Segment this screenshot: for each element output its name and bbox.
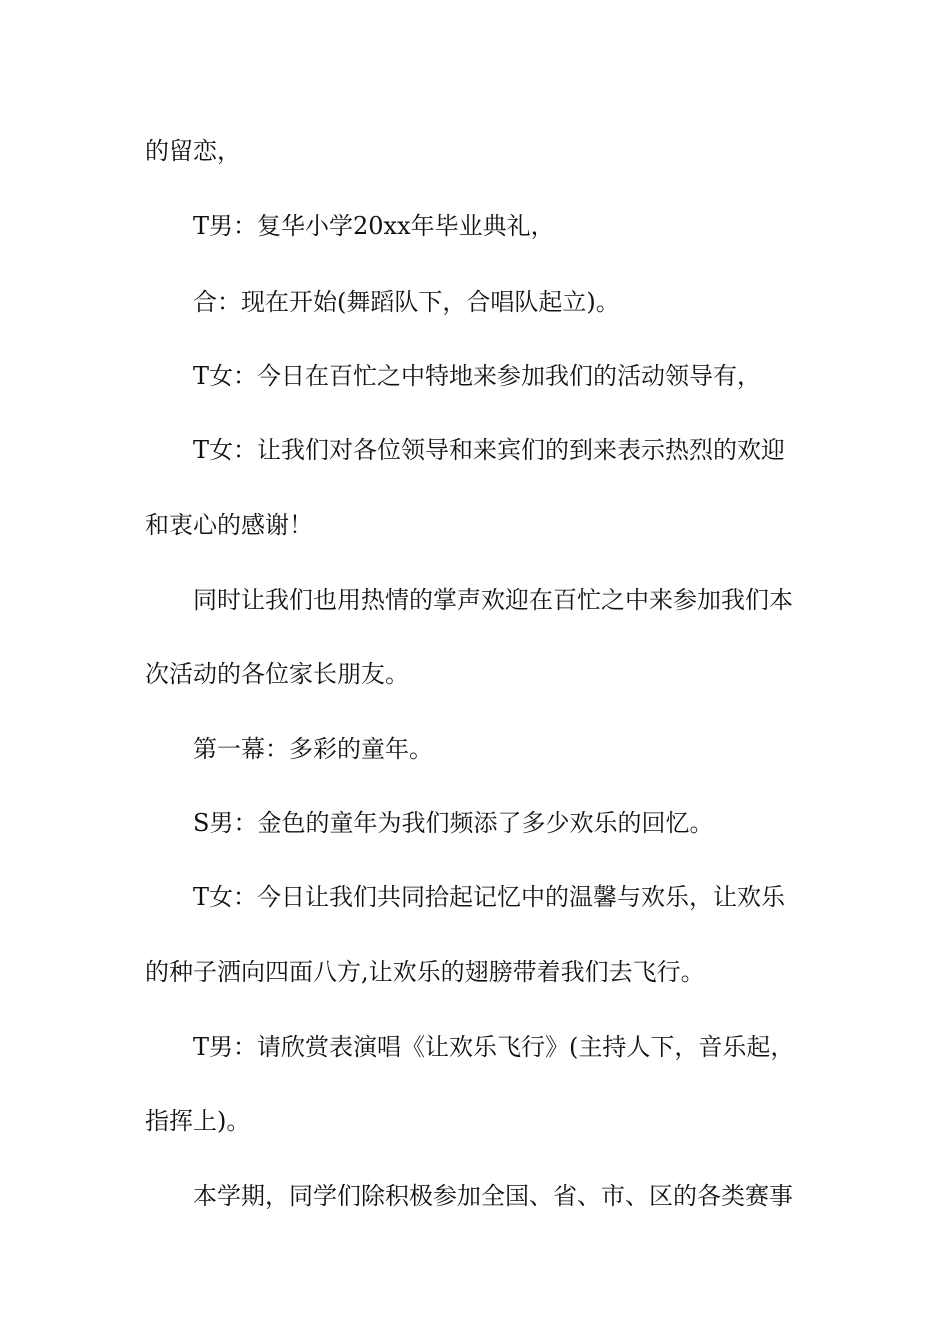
text-line: T女：今日在百忙之中特地来参加我们的活动领导有， — [193, 362, 762, 390]
text-line: 的留恋， — [145, 137, 241, 165]
text-line: 次活动的各位家长朋友。 — [145, 660, 409, 688]
text-line: 的种子洒向四面八方,让欢乐的翅膀带着我们去飞行。 — [145, 958, 705, 986]
text-line: S男：金色的童年为我们频添了多少欢乐的回忆。 — [193, 809, 714, 837]
text-line: 第一幕：多彩的童年。 — [193, 735, 433, 763]
text-line: 指挥上)。 — [145, 1107, 251, 1135]
text-line: T女：让我们对各位领导和来宾们的到来表示热烈的欢迎 — [193, 436, 786, 464]
text-line: 本学期，同学们除积极参加全国、省、市、区的各类赛事 — [193, 1182, 793, 1210]
text-line: 和衷心的感谢！ — [145, 511, 313, 539]
text-line: 同时让我们也用热情的掌声欢迎在百忙之中来参加我们本 — [193, 586, 793, 614]
text-line: T女：今日让我们共同拾起记忆中的温馨与欢乐，让欢乐 — [193, 883, 786, 911]
text-line: T男：复华小学20xx年毕业典礼， — [193, 212, 555, 240]
text-line: 合：现在开始(舞蹈队下，合唱队起立)。 — [193, 288, 620, 316]
text-line: T男：请欣赏表演唱《让欢乐飞行》(主持人下，音乐起， — [193, 1033, 795, 1061]
